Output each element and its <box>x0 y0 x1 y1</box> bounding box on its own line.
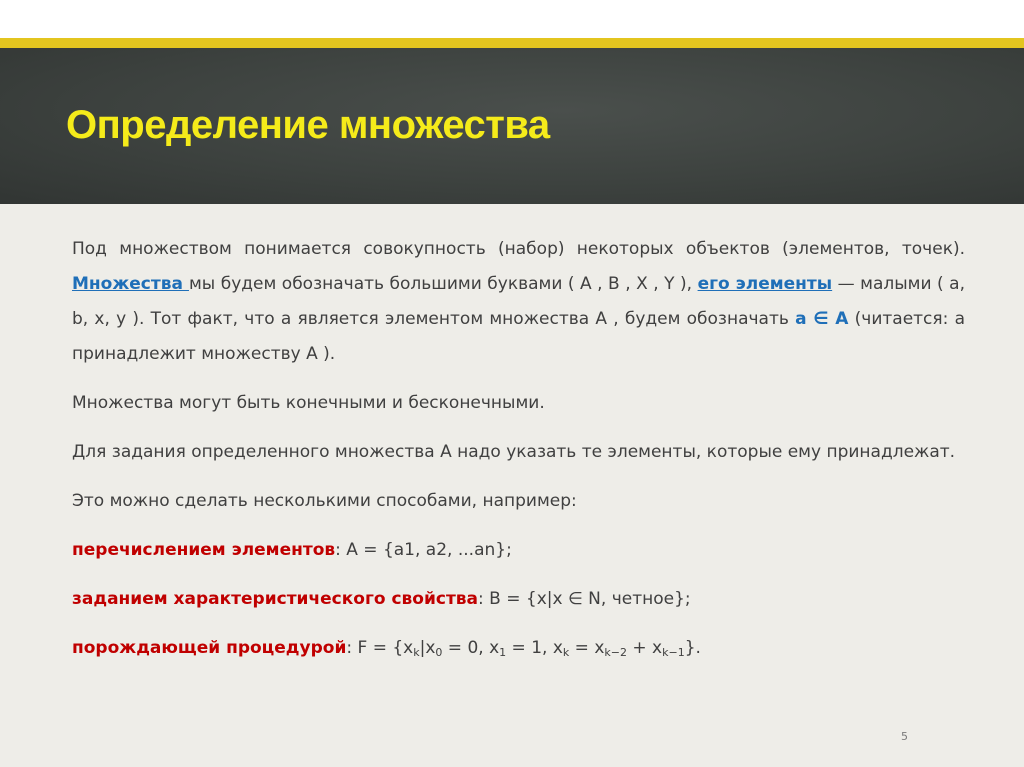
method-procedure <box>72 631 965 666</box>
methods-intro: Это можно сделать несколькими способами, например: <box>72 491 577 511</box>
method-enumeration-formula: : A = {a1, a2, ...an}; <box>335 540 512 560</box>
formula-subscript: k−1 <box>662 646 685 659</box>
method-enumeration <box>72 533 965 568</box>
sets-link[interactable]: Множества <box>72 274 189 294</box>
elements-link[interactable]: его элементы <box>697 274 833 294</box>
formula-subscript: k <box>413 646 420 659</box>
method-procedure-label: порождающей процедурой <box>72 638 347 658</box>
accent-stripe <box>0 38 1024 48</box>
formula-part: = 0, x <box>442 638 500 658</box>
finite-infinite-paragraph: Множества могут быть конечными и бесконечными. <box>72 393 545 413</box>
formula-subscript: 1 <box>499 646 507 659</box>
slide-title: Определение множества <box>66 103 550 147</box>
specification-paragraph: Для задания определенного множества А надо указать те элементы, которые ему принадлежат. <box>72 442 956 462</box>
method-property <box>72 582 965 617</box>
page-number: 5 <box>901 730 908 743</box>
definition-text-mid: мы будем обозначать большими буквами ( А , В , Х , Y ), <box>188 274 698 294</box>
slide-content <box>72 232 965 666</box>
definition-text-after: — малыми ( a, b, x, y ). Тот факт, что а является элементом множества А , будем обозначать <box>72 274 965 329</box>
method-property-label: заданием характеристического свойства <box>72 589 479 609</box>
formula-part: + x <box>626 638 663 658</box>
method-property-formula: : B = {x|x ∈ N, четное}; <box>478 589 691 609</box>
top-margin <box>0 0 1024 38</box>
formula-part: = 1, x <box>506 638 563 658</box>
method-enumeration-label: перечислением элементов <box>72 540 336 560</box>
definition-text: Под множеством понимается совокупность (набор) некоторых объектов (элементов, точек). <box>72 239 965 259</box>
formula-part: |x <box>419 638 436 658</box>
formula-part: = x <box>569 638 605 658</box>
definition-text-end: (читается: а принадлежит множеству А ). <box>72 309 965 364</box>
membership-notation: a ∈ A <box>795 309 849 329</box>
formula-subscript: 0 <box>435 646 443 659</box>
formula-part: : F = {x <box>346 638 414 658</box>
formula-part: }. <box>684 638 701 658</box>
formula-subscript: k <box>562 646 570 659</box>
definition-paragraph <box>72 232 965 372</box>
formula-subscript: k−2 <box>604 646 627 659</box>
